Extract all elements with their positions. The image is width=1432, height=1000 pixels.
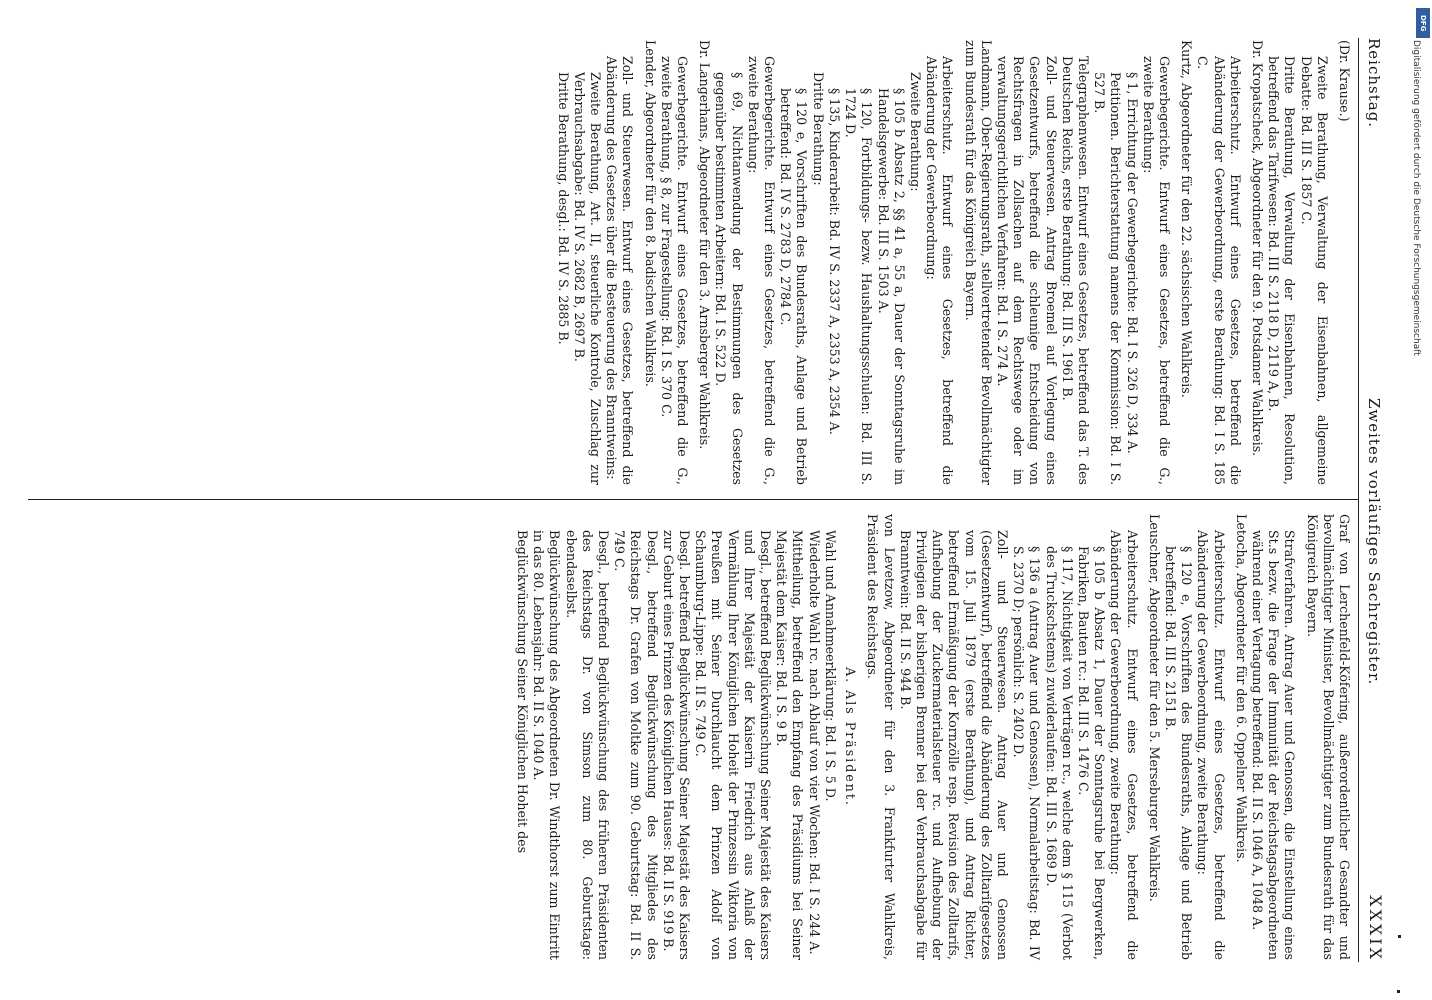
register-subentry: Arbeiterschutz. Entwurf eines Gesetzes, betreffend die Abänderung der Gewerbeordnung, erste Berathung: Bd. I S. 185 C.: [1195, 56, 1243, 485]
register-subentry: Gewerbegerichte. Entwurf eines Gesetzes, betreffend die G., zweite Berathung:: [1140, 56, 1172, 485]
register-subentry: § 105 b Absatz 1, Dauer der Sonntagsruhe bei Bergwerken, Fabriken, Bauten rc.: Bd. III S. 1476 C.: [1075, 546, 1108, 960]
register-subentry: Petitionen. Berichterstattung namens der Kommission: Bd. I S. 527 B.: [1092, 72, 1124, 485]
register-entry: Dr. Kropatscheck, Abgeordneter für den 9. Potsdamer Wahlkreis.: [1249, 40, 1265, 457]
scan-speck: [1398, 935, 1401, 938]
dfg-logo-text: DFG: [1419, 14, 1427, 32]
register-subentry: Desgl., betreffend Beglückwünschung des früheren Präsidenten des Reichstags Dr. von Simson zum 80. Geburtstage: ebendaselbst.: [563, 530, 612, 960]
right-column: [28, 500, 1358, 962]
register-subentry: Arbeiterschutz. Entwurf eines Gesetzes, betreffend die Abänderung der Gewerbeordnung:: [924, 56, 956, 485]
register-subentry: Wiederholte Wahl rc. nach Ablauf von vier Wochen: Bd. I S. 244 A.: [806, 530, 822, 955]
register-subentry: Arbeiterschutz. Entwurf eines Gesetzes, betreffend die Abänderung der Gewerbeordnung, zweite Berathung:: [1108, 530, 1140, 960]
register-subentry: Zoll- und Steuerwesen. Entwurf eines Gesetzes, betreffend die Abänderung des Gesetzes über die Besteuerung des Branntweins:: [604, 56, 636, 485]
two-column-body: [28, 38, 1358, 962]
register-subentry: Arbeiterschutz. Entwurf eines Gesetzes, betreffend die Abänderung der Gewerbeordnung, zweite Berathung:: [1195, 530, 1227, 960]
register-subentry: Wahl und Annahmeerklärung: Bd. I S. 5 D.: [822, 530, 838, 802]
page-number: XXXIX: [1366, 895, 1385, 962]
register-entry: (Dr. Krause.): [1337, 40, 1352, 122]
register-entry: Landmann, Ober-Regierungsrath, stellvertretender Bevollmächtigter zum Bundesrath für das Königreich Bayern.: [962, 40, 994, 485]
section-heading: A. Als Präsident.: [843, 667, 859, 807]
register-entry: Lender, Abgeordneter für den 8. badischen Wahlkreis.: [642, 40, 658, 387]
register-subentry: Zoll- und Steuerwesen. Antrag Broemel auf Vorlegung eines Gesetzentwurfs, betreffend die schleunige Entscheidung von Rechtsfragen in Zollsachen auf dem Rechtswege oder im verwaltungsgerichtlichen Verfahren: Bd. I S. 274 A.: [994, 56, 1059, 485]
register-subentry: Strafverfahren. Antrag Auer und Genossen, die Einstellung eines St.s bezw. die Frage der Immunität der Reichstagsabgeordneten während einer Vertagung betreffend: Bd. II S. 1046 A, 1048 A.: [1249, 530, 1298, 960]
register-subentry: Desgl. betreffend Beglückwünschung Seiner Majestät des Kaisers zur Geburt eines Prinzen des Königlichen Hauses: Bd. II S. 919 B.: [660, 530, 693, 960]
register-subentry: Beglückwünschung des Abgeordneten Dr. Windthorst zum Eintritt in das 80. Lebensjahr: Bd. II S. 1040 A.: [531, 530, 563, 960]
register-entry: Graf von Lerchenfeld-Köfering, außerordentlicher Gesandter und bevollmächtigter Minister, Bevollmächtigter zum Bundesrath für das Königreich Bayern.: [1304, 514, 1352, 960]
header-left: Reichstag.: [1365, 38, 1383, 129]
register-subentry: § 120, Fortbildungs- bezw. Haushaltungsschulen: Bd. III S. 1724 D.: [843, 88, 875, 485]
register-subentry: § 69, Nichtanwendung der Bestimmungen des Gesetzes gegenüber bestimmten Arbeitern: Bd. I S. 522 D.: [713, 72, 745, 485]
register-entry: von Levetzow, Abgeordneter für den 3. Frankfurter Wahlkreis, Präsident des Reichstags.: [865, 514, 897, 960]
register-entry: Leuschner, Abgeordneter für den 5. Merseburger Wahlkreis.: [1146, 514, 1162, 902]
header-title: Zweites vorläufiges Sachregister.: [1365, 398, 1383, 686]
left-column: [28, 38, 1358, 500]
register-subentry: § 136 a (Antrag Auer und Genossen), Normalarbeitstag: Bd. IV S. 2370 D; persönlich: S. 2402 D.: [1011, 546, 1043, 960]
register-subentry: Zweite Berathung, Verwaltung der Eisenbahnen, allgemeine Debatte: Bd. III S. 1857 C.: [1298, 56, 1330, 485]
register-subentry: § 120 e, Vorschriften des Bundesraths, Anlage und Betrieb betreffend: Bd. IV S. 2783 D, 2784 C.: [778, 88, 810, 485]
register-subentry: § 120 e, Vorschriften des Bundesraths, Anlage und Betrieb betreffend: Bd. III S. 2151 B.: [1162, 546, 1195, 960]
register-subentry: § 105 b Absatz 2, §§ 41 a, 55 a, Dauer der Sonntagsruhe im Handelsgewerbe: Bd. III S. 1503 A.: [875, 88, 907, 485]
register-subentry: Mittheilung, betreffend den Empfang des Präsidiums bei Seiner Majestät dem Kaiser: Bd. I S. 9 B.: [774, 530, 806, 960]
register-subentry: Gewerbegerichte. Entwurf eines Gesetzes, betreffend die G., zweite Berathung, § 8, zur Fragestellung: Bd. I S. 370 C.: [658, 56, 691, 485]
register-entry: Letocha, Abgeordneter für den 6. Oppelner Wahlkreis.: [1233, 514, 1249, 863]
scan-speck: [1397, 990, 1400, 993]
register-subentry: Beglückwünschung Seiner Königlichen Hoheit des: [515, 530, 531, 854]
register-subentry: Dritte Berathung, Verwaltung der Eisenbahnen, Resolution, betreffend das Tarifwesen: Bd. III S. 2118 D, 2119 A, B.: [1266, 56, 1298, 485]
register-subentry: Zweite Berathung:: [907, 72, 923, 192]
page-header: [1358, 38, 1387, 962]
register-entry: Dr. Langerhans, Abgeordneter für den 3. Arnsberger Wahlkreis.: [697, 40, 713, 450]
register-subentry: Dritte Berathung, desgl.: Bd. IV S. 2885 B.: [555, 72, 571, 345]
register-subentry: Zweite Berathung, Art. II, steuerliche Kontrole, Zuschlag zur Verbrauchsabgabe: Bd. IV S. 2682 B, 2697 B.: [571, 72, 604, 485]
rotated-page: [13, 20, 1393, 980]
register-subentry: Zoll- und Steuerwesen. Antrag Auer und Genossen (Gesetzentwurf), betreffend die Abänderung des Zolltarifgesetzes vom 15. Juli 1879 (erste Berathung), und Antrag Richter, betreffend Ermäßigung der Kornzölle resp. Revision des Zolltarifs, Aufhebung der Zuckermaterialsteuer rc. und Aufhebung der Privilegien der bisherigen Brenner bei der Verbrauchsabgabe für Branntwein: Bd. II S. 944 B.: [897, 530, 1010, 960]
register-entry: Kurtz, Abgeordneter für den 22. sächsischen Wahlkreis.: [1179, 40, 1195, 398]
digitization-credit: Digitalisierung gefördert durch die Deutsche Forschungsgemeinschaft: [1411, 40, 1421, 356]
register-subentry: Desgl., betreffend Beglückwünschung Seiner Majestät des Kaisers und Ihrer Majestät der Kaiserin Friedrich aus Anlaß der Vermählung Ihrer Königlichen Hoheit der Prinzessin Viktoria von Preußen mit Seiner Durchlaucht dem Prinzen Adolf von Schaumburg-Lippe: Bd. II S. 749 C.: [693, 530, 774, 960]
register-subentry: § 1, Errichtung der Gewerbegerichte: Bd. I S. 326 D, 334 A.: [1124, 72, 1140, 454]
dfg-logo: [1416, 8, 1430, 38]
register-subentry: Gewerbegerichte. Entwurf eines Gesetzes, betreffend die G., zweite Berathung:: [745, 56, 778, 485]
register-subentry: Desgl., betreffend Beglückwünschung des Mitgliedes des Reichstags Dr. Grafen von Moltke zum 90. Geburtstag: Bd. II S. 749 C.: [612, 530, 660, 960]
register-subentry: § 117, Nichtigkeit von Verträgen rc., welche dem § 115 (Verbot des Truckschstems) zuwiderlaufen: Bd. III S. 1689 D.: [1043, 546, 1075, 960]
register-subentry: Dritte Berathung:: [810, 72, 826, 186]
register-subentry: § 135, Kinderarbeit: Bd. IV S. 2337 A, 2353 A, 2354 A.: [826, 88, 842, 435]
register-subentry: Telegraphenwesen. Entwurf eines Gesetzes, betreffend das T. des Deutschen Reichs, erste Berathung: Bd. III S. 1961 B.: [1059, 56, 1091, 485]
